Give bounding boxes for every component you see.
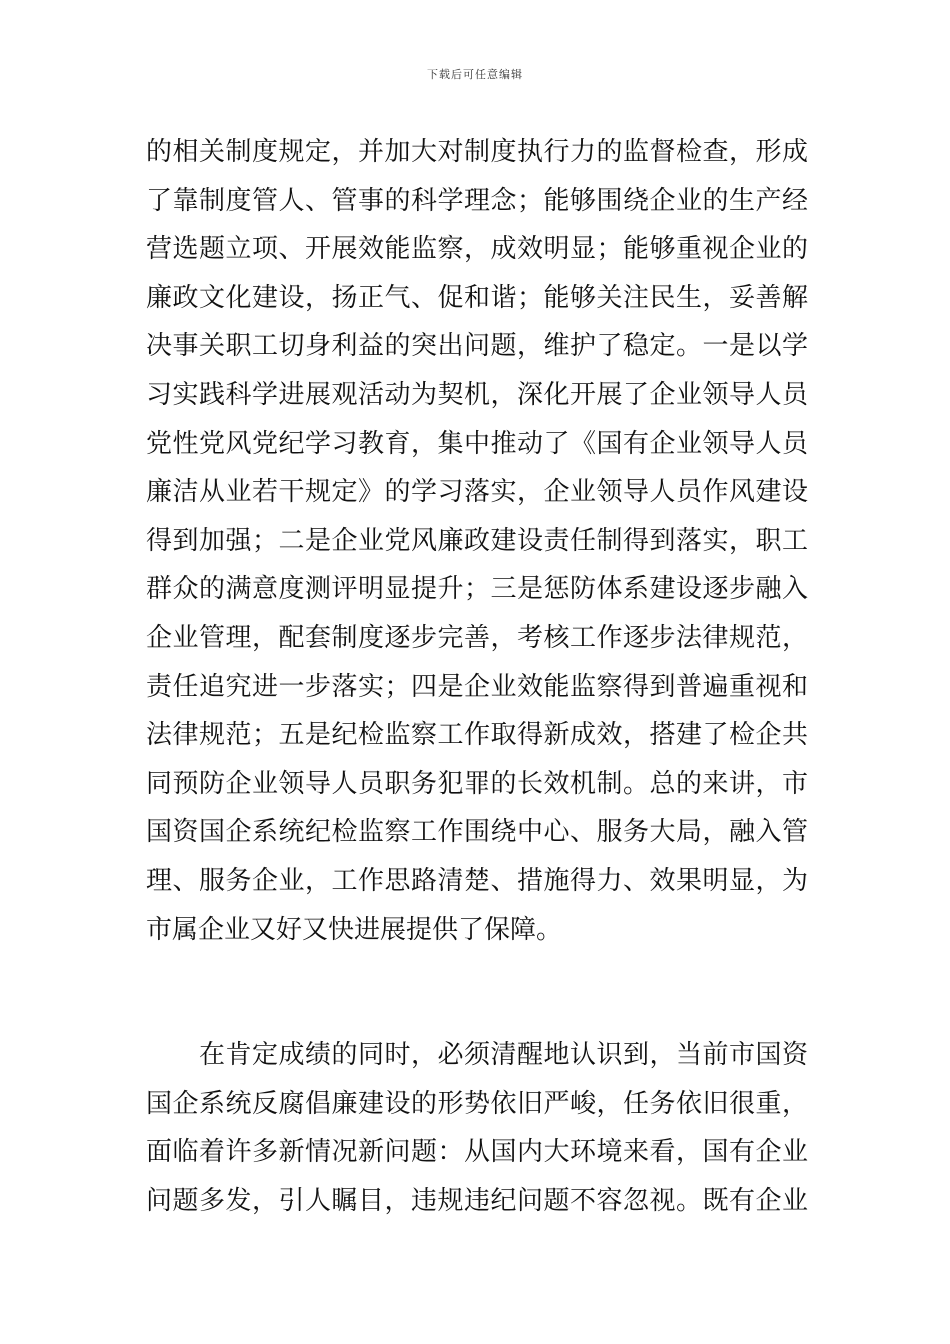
text-line: 党性党风党纪学习教育，集中推动了《国有企业领导人员 (146, 428, 808, 459)
text-line: 决事关职工切身利益的突出问题，维护了稳定。一是以学 (146, 331, 808, 362)
text-line: 国资国企系统纪检监察工作围绕中心、服务大局，融入管 (146, 817, 808, 848)
text-line: 同预防企业领导人员职务犯罪的长效机制。总的来讲，市 (146, 768, 808, 799)
text-line: 营选题立项、开展效能监察，成效明显；能够重视企业的 (146, 234, 808, 265)
text-line: 市属企业又好又快进展提供了保障。 (146, 914, 563, 945)
paragraph-2 (146, 1031, 808, 1225)
text-line: 法律规范；五是纪检监察工作取得新成效，搭建了检企共 (146, 720, 808, 751)
text-line: 责任追究进一步落实；四是企业效能监察得到普遍重视和 (146, 671, 808, 702)
text-line: 得到加强；二是企业党风廉政建设责任制得到落实，职工 (146, 525, 808, 556)
text-line: 企业管理，配套制度逐步完善，考核工作逐步法律规范， (146, 622, 808, 653)
text-line: 习实践科学进展观活动为契机，深化开展了企业领导人员 (146, 379, 808, 410)
text-line: 廉洁从业若干规定》的学习落实，企业领导人员作风建设 (146, 477, 808, 508)
text-line: 理、服务企业，工作思路清楚、措施得力、效果明显，为 (146, 865, 808, 896)
text-line: 问题多发，引人瞩目，违规违纪问题不容忽视。既有企业 (146, 1185, 808, 1216)
text-line: 的相关制度规定，并加大对制度执行力的监督检查，形成 (146, 137, 808, 167)
paragraph-1 (146, 128, 808, 954)
text-line: 在肯定成绩的同时，必须清醒地认识到，当前市国资 (146, 1040, 808, 1071)
text-line: 了靠制度管人、管事的科学理念；能够围绕企业的生产经 (146, 185, 808, 216)
text-line: 面临着许多新情况新问题：从国内大环境来看，国有企业 (146, 1137, 808, 1168)
text-line: 国企系统反腐倡廉建设的形势依旧严峻，任务依旧很重， (146, 1088, 808, 1119)
text-line: 群众的满意度测评明显提升；三是惩防体系建设逐步融入 (146, 574, 808, 605)
paragraph-spacer (146, 954, 808, 1031)
page-header: 下载后可任意编辑 (427, 68, 523, 81)
document-body (146, 128, 808, 1225)
text-line: 廉政文化建设，扬正气、促和谐；能够关注民生，妥善解 (146, 282, 808, 313)
